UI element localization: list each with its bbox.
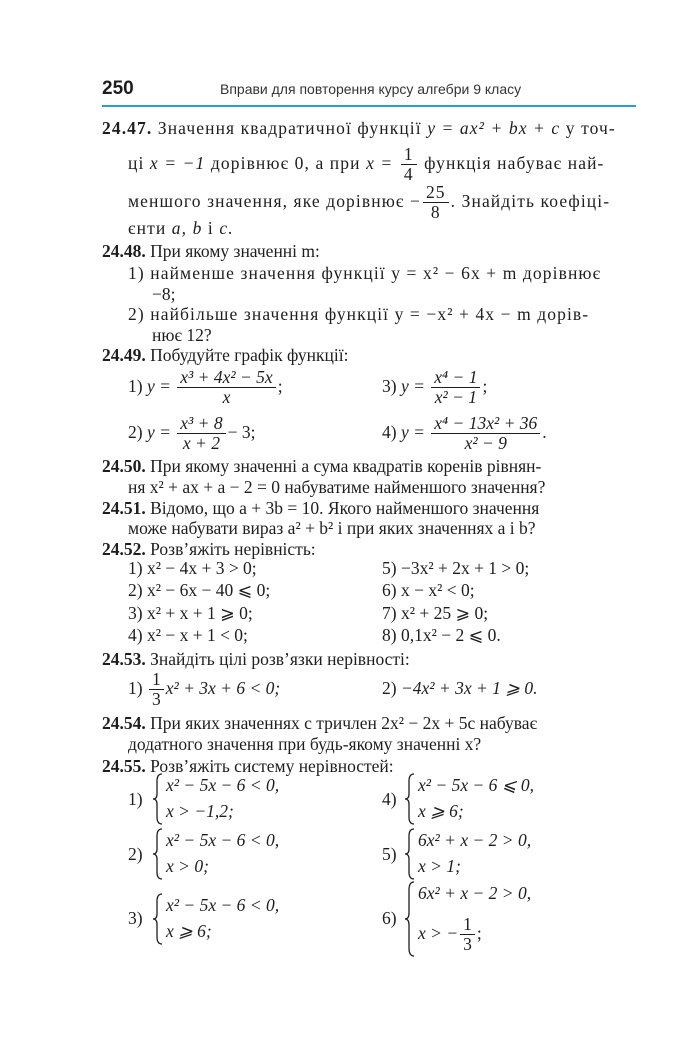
header-title: Вправи для повторення курсу алгебри 9 класу — [220, 81, 522, 97]
fraction-denominator: x + 2 — [182, 433, 220, 454]
problem-24-48-item: 2) найбільше значення функції y = −x² + 4x − m дорів- — [128, 304, 590, 324]
page-header — [102, 78, 636, 108]
problem-24-50-line-2: ня x² + ax + a − 2 = 0 набуватиме найменшого значення? — [128, 477, 546, 497]
item-label: 2) — [382, 678, 397, 698]
system-row: x > 1; — [418, 856, 461, 876]
system-label: 4) — [382, 789, 397, 809]
brace-icon — [404, 773, 416, 825]
function-item — [382, 410, 547, 454]
system-row: x² − 5x − 6 ⩽ 0, — [418, 775, 534, 795]
inequality-item: 5) −3x² + 2x + 1 > 0; — [382, 558, 530, 578]
problem-24-49-line-1 — [102, 344, 348, 366]
fraction-denominator: 3 — [151, 689, 161, 710]
problem-24-48-item: 1) найменше значення функції y = x² − 6x + m дорівнює — [128, 263, 602, 283]
system-row — [418, 911, 482, 955]
brace-icon — [404, 828, 416, 880]
problem-text: Побудуйте графік функції: — [150, 345, 349, 365]
problem-24-48-item: −8; — [152, 284, 176, 304]
problem-number: 24.52. — [102, 539, 146, 559]
inequality-system — [404, 828, 604, 880]
math-expression: x = — [366, 153, 394, 173]
problem-24-48-line-1 — [102, 240, 320, 262]
problem-number: 24.47. — [102, 118, 153, 138]
system-row: x ⩾ 6; — [418, 801, 464, 821]
brace-icon — [404, 881, 416, 957]
brace-icon — [152, 893, 164, 945]
problem-number: 24.54. — [102, 713, 146, 733]
system-row: x² − 5x − 6 < 0, — [166, 775, 280, 795]
problem-text: дорівнює 0, а при — [210, 153, 361, 173]
problem-24-54-line-1 — [102, 712, 537, 734]
math-expression: ; — [482, 376, 488, 396]
math-expression: − 3; — [227, 422, 256, 442]
fraction-denominator: 4 — [403, 164, 414, 185]
problem-24-47-line-3 — [128, 181, 610, 221]
header-rule — [102, 105, 636, 107]
system-row: 6x² + x − 2 > 0, — [418, 883, 532, 903]
problem-text: ці — [128, 153, 145, 173]
inequality-system — [152, 828, 352, 880]
fraction — [149, 670, 164, 709]
fraction — [431, 368, 480, 407]
math-expression: a, b — [171, 218, 203, 238]
problem-text: При якому значенні a сума квадратів коренів рівнян- — [150, 456, 542, 476]
system-label: 6) — [382, 908, 397, 928]
problem-text: Розв’яжіть систему нерівностей: — [150, 756, 394, 776]
fraction-denominator: x² − 9 — [464, 433, 507, 454]
fraction-numerator: x³ + 4x² − 5x — [177, 368, 275, 388]
math-expression: ; — [476, 923, 482, 943]
inequality-item: 3) x² + x + 1 ⩾ 0; — [128, 603, 253, 623]
problem-text: Знайдіть цілі розв’язки нерівності: — [150, 649, 410, 669]
inequality-system — [404, 773, 604, 825]
problem-number: 24.53. — [102, 649, 146, 669]
fraction — [177, 414, 225, 453]
system-row: x ⩾ 6; — [166, 921, 212, 941]
problem-24-51-line-1 — [102, 497, 539, 519]
system-row: 6x² + x − 2 > 0, — [418, 830, 532, 850]
problem-text: і — [207, 218, 214, 238]
system-row: x > −1,2; — [166, 801, 234, 821]
problem-text: При якому значенні m: — [150, 241, 320, 261]
math-expression: x = −1 — [149, 153, 206, 173]
system-label: 2) — [128, 844, 143, 864]
problem-text: Розв’яжіть нерівність: — [150, 539, 316, 559]
item-label: 1) — [128, 678, 143, 698]
inequality-item: 4) x² − x + 1 < 0; — [128, 625, 248, 645]
inequality-item — [128, 666, 280, 710]
inequality-item: 7) x² + 25 ⩾ 0; — [382, 603, 489, 623]
system-row: x² − 5x − 6 < 0, — [166, 830, 280, 850]
item-label: 4) — [382, 422, 397, 442]
math-expression: − — [409, 191, 421, 211]
problem-text: у точ- — [565, 118, 616, 138]
fraction-numerator: x⁴ − 1 — [431, 368, 480, 388]
system-row: x² − 5x − 6 < 0, — [166, 895, 280, 915]
problem-text: Значення квадратичної функції — [157, 118, 422, 138]
function-item — [382, 364, 487, 408]
item-label: 1) — [128, 376, 143, 396]
function-item — [128, 364, 283, 408]
fraction — [177, 368, 275, 407]
math-expression: ; — [277, 376, 283, 396]
problem-text: При яких значеннях c тричлен 2x² − 2x + 5c набуває — [150, 713, 538, 733]
fraction-numerator: x³ + 8 — [177, 414, 225, 434]
problem-number: 24.49. — [102, 345, 146, 365]
inequality-system — [152, 893, 352, 945]
page-number: 250 — [102, 78, 134, 99]
problem-24-54-line-2: додатного значення при будь-якому значенні x? — [128, 734, 482, 754]
problem-24-51-line-2: може набувати вираз a² + b² і при яких значеннях a і b? — [128, 518, 536, 538]
inequality-system — [404, 881, 604, 957]
problem-text: функція набуває най- — [424, 153, 605, 173]
fraction — [460, 915, 475, 954]
brace-icon — [152, 828, 164, 880]
problem-text: єнти — [128, 218, 167, 238]
math-expression: y = — [400, 422, 425, 442]
problem-24-47-line-2 — [128, 143, 604, 183]
brace-icon — [152, 773, 164, 825]
inequality-system — [152, 773, 352, 825]
function-item — [128, 410, 255, 454]
fraction — [423, 183, 449, 222]
inequality-item: 6) x − x² < 0; — [382, 580, 475, 600]
fraction-denominator: x — [222, 387, 231, 408]
fraction — [431, 414, 540, 453]
inequality-item: 1) x² − 4x + 3 > 0; — [128, 558, 257, 578]
problem-text: меншого значення, яке дорівнює — [128, 191, 405, 211]
problem-24-47-line-1 — [102, 117, 616, 139]
fraction-denominator: x² − 1 — [434, 387, 478, 408]
math-expression: x² + 3x + 6 < 0; — [165, 678, 281, 698]
inequality-item: 2) x² − 6x − 40 ⩽ 0; — [128, 580, 271, 600]
system-label: 5) — [382, 844, 397, 864]
fraction-numerator: x⁴ − 13x² + 36 — [431, 414, 540, 434]
problem-24-50-line-1 — [102, 455, 541, 477]
system-label: 1) — [128, 789, 143, 809]
problem-number: 24.48. — [102, 241, 146, 261]
math-expression: y = — [146, 376, 171, 396]
math-expression: . — [542, 422, 547, 442]
math-expression: x > − — [418, 923, 459, 943]
fraction-numerator: 1 — [460, 915, 475, 935]
fraction-denominator: 3 — [463, 934, 472, 955]
item-label: 2) — [128, 422, 143, 442]
problem-number: 24.51. — [102, 498, 146, 518]
problem-number: 24.55. — [102, 756, 146, 776]
fraction-numerator: 25 — [423, 183, 449, 203]
fraction-numerator: 1 — [149, 670, 164, 690]
problem-text: Відомо, що a + 3b = 10. Якого найменшого значення — [150, 498, 540, 518]
inequality-item — [382, 666, 537, 710]
problem-24-48-item: нює 12? — [152, 325, 212, 345]
problem-number: 24.50. — [102, 456, 146, 476]
inequality-item: 8) 0,1x² − 2 ⩽ 0. — [382, 625, 501, 645]
item-label: 3) — [382, 376, 397, 396]
math-expression: −4x² + 3x + 1 ⩾ 0. — [400, 678, 538, 698]
fraction-numerator: 1 — [401, 145, 417, 165]
fraction — [401, 145, 417, 184]
fraction-denominator: 8 — [430, 202, 441, 223]
math-expression: y = — [400, 376, 425, 396]
problem-24-47-line-4 — [128, 217, 234, 239]
math-expression: y = ax² + bx + c — [427, 118, 561, 138]
system-label: 3) — [128, 908, 143, 928]
problem-text: . Знайдіть коефіці- — [450, 191, 611, 211]
math-expression: c. — [219, 218, 234, 238]
math-expression: y = — [146, 422, 171, 442]
system-row: x > 0; — [166, 856, 209, 876]
